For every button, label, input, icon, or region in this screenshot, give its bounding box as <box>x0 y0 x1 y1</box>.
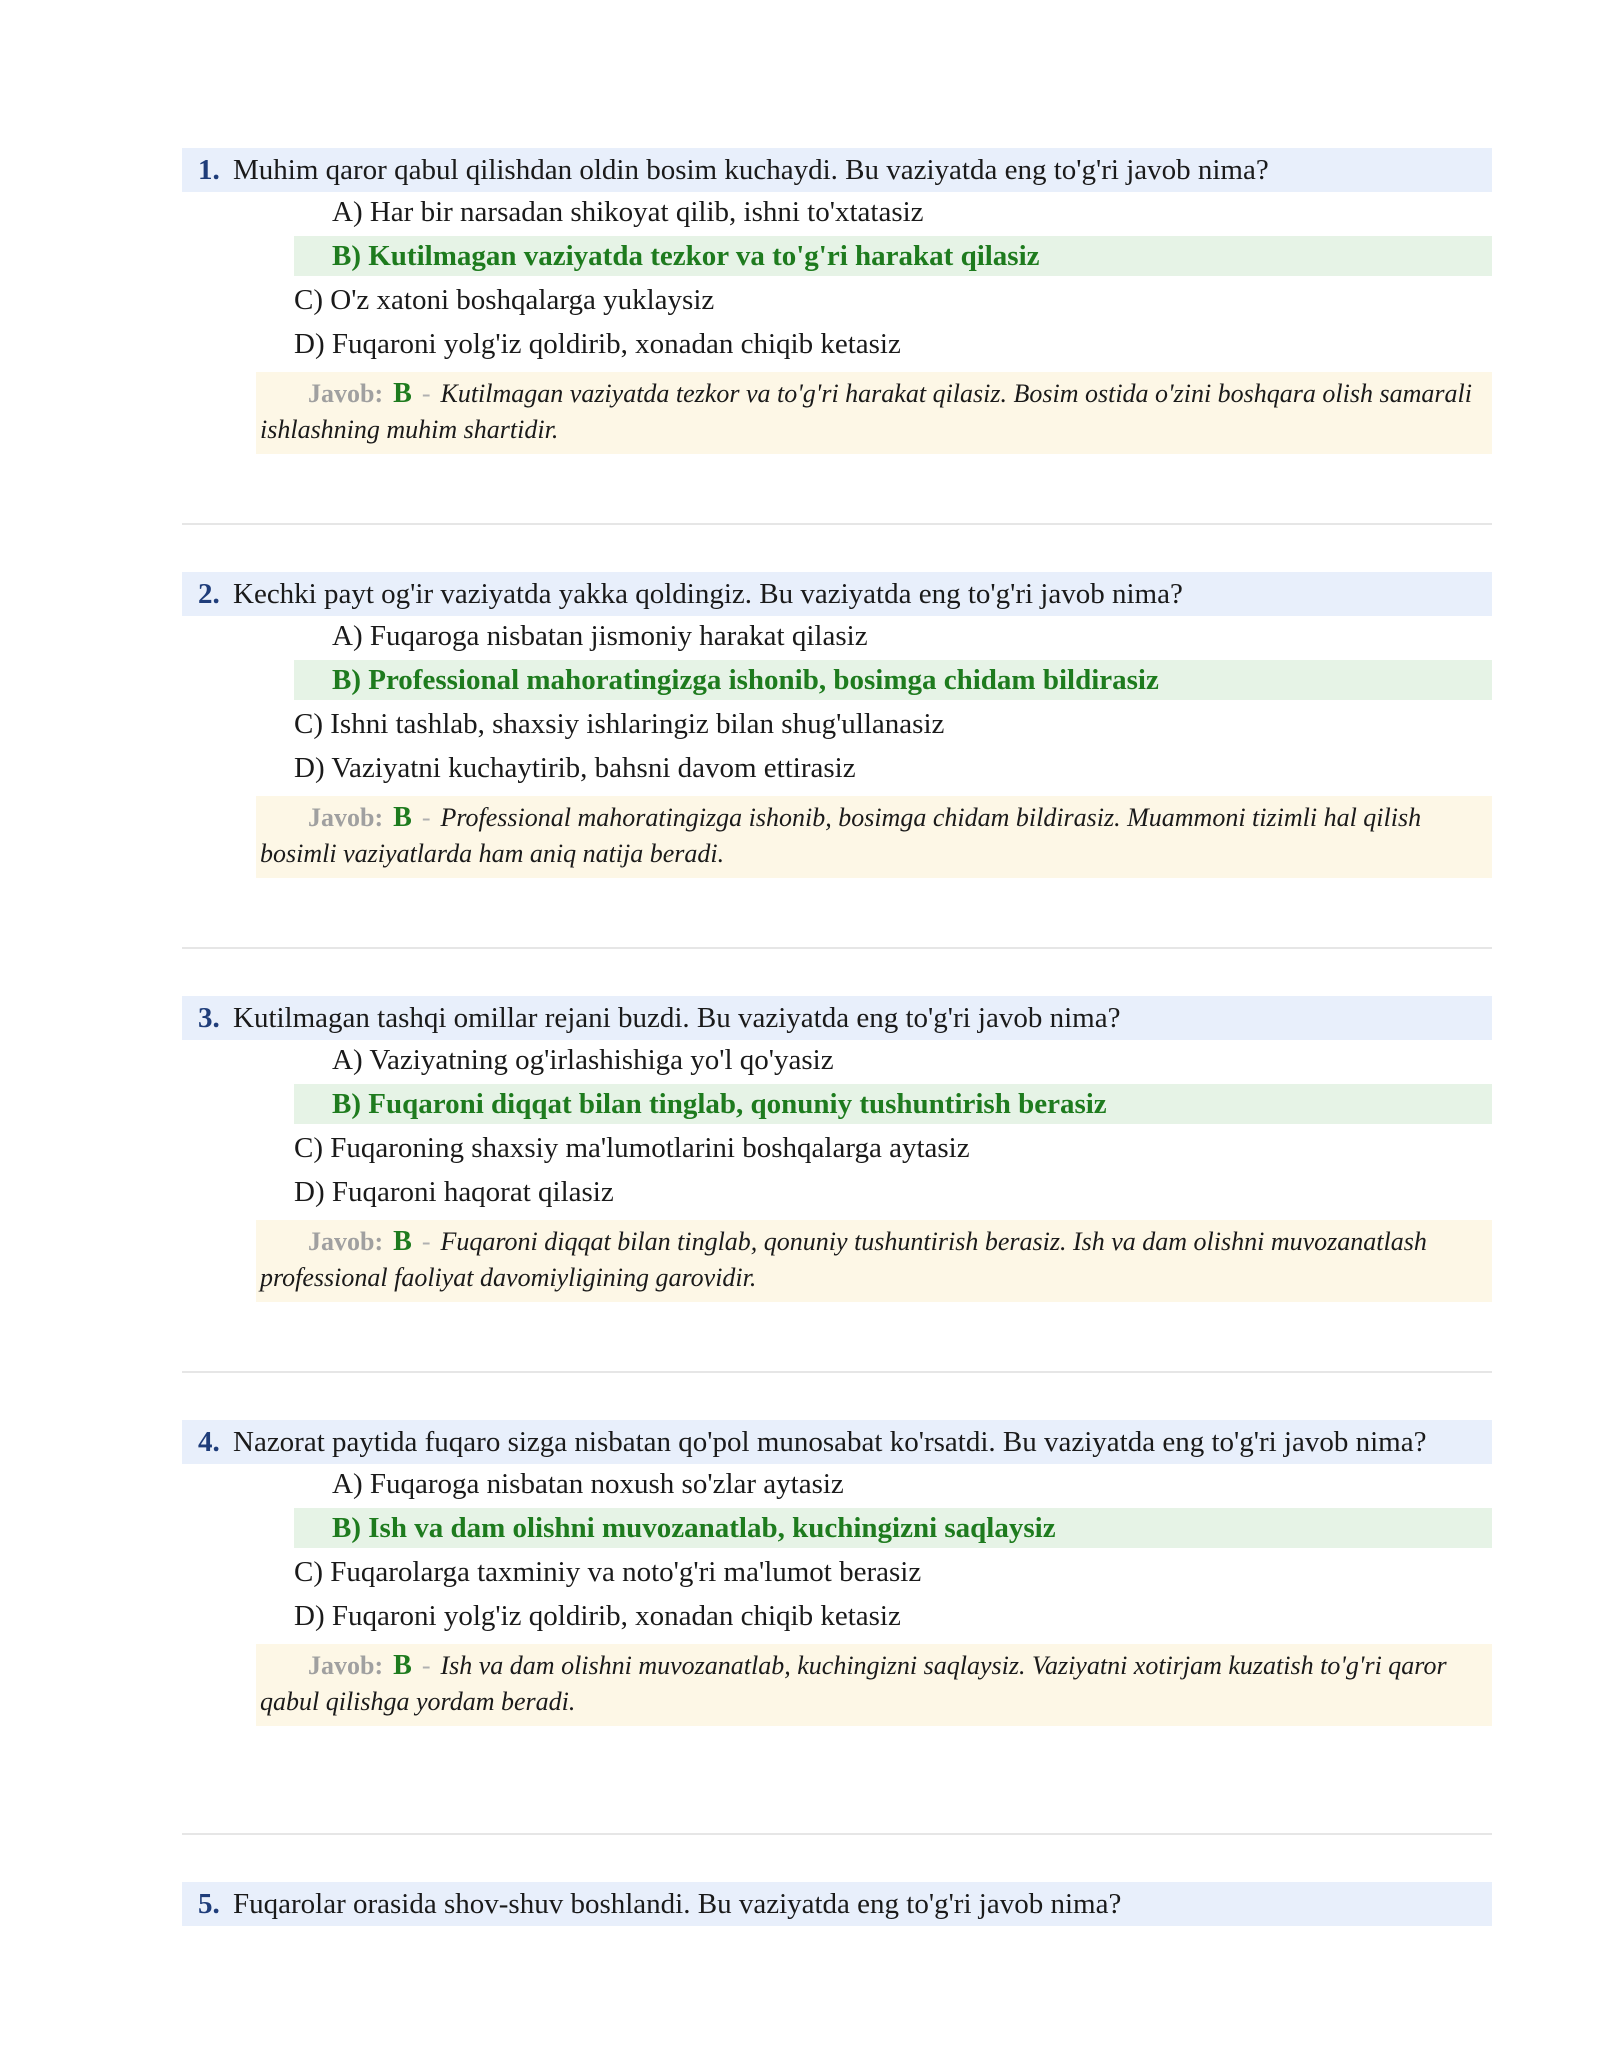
answer-box <box>256 796 1492 878</box>
answer-label: Javob: <box>308 1651 384 1680</box>
option-d: D) Fuqaroni yolg'iz qoldirib, xonadan chiqib ketasiz <box>294 328 901 360</box>
answer-letter: B <box>393 802 412 833</box>
answer-explanation: Ish va dam olishni muvozanatlab, kuchingizni saqlaysiz. Vaziyatni xotirjam kuzatish to'g'ri qaror qabul qilishga yordam beradi. <box>260 1651 1447 1716</box>
answer-explanation: Kutilmagan vaziyatda tezkor va to'g'ri harakat qilasiz. Bosim ostida o'zini boshqara olish samarali ishlashning muhim shartidir. <box>260 379 1472 444</box>
question-header <box>182 996 1492 1040</box>
question-number: 1. <box>198 154 220 186</box>
option-b-correct: B) Kutilmagan vaziyatda tezkor va to'g'ri harakat qilasiz <box>294 236 1492 276</box>
answer-explanation: Fuqaroni diqqat bilan tinglab, qonuniy tushuntirish berasiz. Ish va dam olishni muvozanatlash professional faoliyat davomiyligining garovidir. <box>260 1227 1427 1292</box>
answer-dash: - <box>421 1651 431 1680</box>
answer-dash: - <box>421 1227 431 1256</box>
answer-label: Javob: <box>308 379 384 408</box>
question-number: 2. <box>198 578 220 610</box>
answer-dash: - <box>421 379 431 408</box>
divider <box>182 523 1492 525</box>
question-text: Fuqarolar orasida shov-shuv boshlandi. Bu vaziyatda eng to'g'ri javob nima? <box>233 1888 1122 1920</box>
answer-box <box>256 372 1492 454</box>
option-c: C) Fuqarolarga taxminiy va noto'g'ri ma'lumot berasiz <box>294 1556 922 1588</box>
question-block-4 <box>182 1420 1492 1882</box>
divider <box>182 947 1492 949</box>
option-c: C) Fuqaroning shaxsiy ma'lumotlarini boshqalarga aytasiz <box>294 1132 970 1164</box>
question-number: 3. <box>198 1002 220 1034</box>
question-block-2 <box>182 572 1492 996</box>
question-text: Nazorat paytida fuqaro sizga nisbatan qo'pol munosabat ko'rsatdi. Bu vaziyatda eng to'g'ri javob nima? <box>233 1426 1427 1458</box>
question-header <box>182 148 1492 192</box>
option-b-correct: B) Ish va dam olishni muvozanatlab, kuchingizni saqlaysiz <box>294 1508 1492 1548</box>
option-a: A) Har bir narsadan shikoyat qilib, ishni to'xtatasiz <box>332 196 924 228</box>
option-d: D) Vaziyatni kuchaytirib, bahsni davom ettirasiz <box>294 752 856 784</box>
question-block-3 <box>182 996 1492 1420</box>
answer-box <box>256 1220 1492 1302</box>
question-header <box>182 1882 1492 1926</box>
question-text: Kechki payt og'ir vaziyatda yakka qoldingiz. Bu vaziyatda eng to'g'ri javob nima? <box>233 578 1183 610</box>
option-c: C) Ishni tashlab, shaxsiy ishlaringiz bilan shug'ullanasiz <box>294 708 945 740</box>
option-a: A) Fuqaroga nisbatan noxush so'zlar aytasiz <box>332 1468 844 1500</box>
question-text: Muhim qaror qabul qilishdan oldin bosim kuchaydi. Bu vaziyatda eng to'g'ri javob nima? <box>233 154 1269 186</box>
answer-letter: B <box>393 1226 412 1257</box>
question-number: 5. <box>198 1888 220 1920</box>
answer-label: Javob: <box>308 803 384 832</box>
option-b-correct: B) Fuqaroni diqqat bilan tinglab, qonuniy tushuntirish berasiz <box>294 1084 1492 1124</box>
answer-letter: B <box>393 1650 412 1681</box>
question-block-5 <box>182 1882 1492 1962</box>
option-a: A) Fuqaroga nisbatan jismoniy harakat qilasiz <box>332 620 868 652</box>
divider <box>182 1833 1492 1835</box>
question-header <box>182 572 1492 616</box>
answer-box <box>256 1644 1492 1726</box>
answer-label: Javob: <box>308 1227 384 1256</box>
question-text: Kutilmagan tashqi omillar rejani buzdi. Bu vaziyatda eng to'g'ri javob nima? <box>233 1002 1121 1034</box>
answer-dash: - <box>421 803 431 832</box>
question-number: 4. <box>198 1426 220 1458</box>
question-block-1 <box>182 148 1492 572</box>
divider <box>182 1371 1492 1373</box>
option-c: C) O'z xatoni boshqalarga yuklaysiz <box>294 284 715 316</box>
option-d: D) Fuqaroni haqorat qilasiz <box>294 1176 614 1208</box>
quiz-document <box>182 148 1492 1962</box>
question-header <box>182 1420 1492 1464</box>
answer-letter: B <box>393 378 412 409</box>
answer-explanation: Professional mahoratingizga ishonib, bosimga chidam bildirasiz. Muammoni tizimli hal qilish bosimli vaziyatlarda ham aniq natija beradi. <box>260 803 1422 868</box>
option-d: D) Fuqaroni yolg'iz qoldirib, xonadan chiqib ketasiz <box>294 1600 901 1632</box>
option-b-correct: B) Professional mahoratingizga ishonib, bosimga chidam bildirasiz <box>294 660 1492 700</box>
option-a: A) Vaziyatning og'irlashishiga yo'l qo'yasiz <box>332 1044 834 1076</box>
